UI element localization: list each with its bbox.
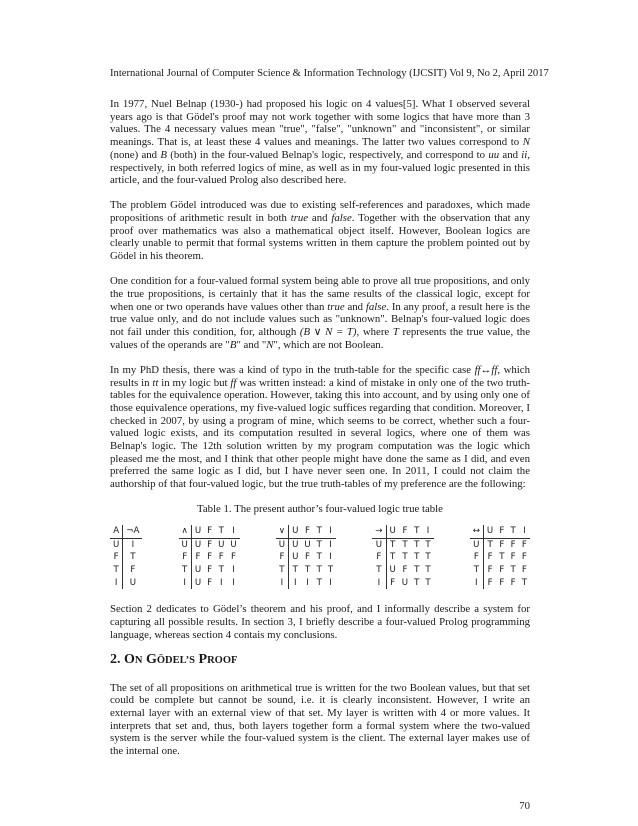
truth-table-cell: I bbox=[470, 577, 484, 590]
truth-table bbox=[179, 525, 240, 590]
truth-table-row bbox=[110, 525, 142, 538]
truth-table-cell: F bbox=[195, 552, 201, 563]
truth-table-row bbox=[179, 564, 240, 577]
text-run: " and " bbox=[236, 338, 267, 351]
truth-table-cell: T bbox=[470, 564, 484, 577]
truth-table-cell: T bbox=[414, 552, 420, 563]
paragraph-set-of-propositions: The set of all propositions on arithmetical true is written for the two Boolean values, but that set could be complete but cannot be sound, i.e. it is clearly inconsistent. However, I write an external layer with an external view of that set. My layer is written with 4 or more values. It interprets that set and, thus, both layers together form a formal system where the two-valued system is the server while the four-valued system is the client. The external layer makes use of the internal one. bbox=[110, 681, 530, 758]
truth-table-cell: F bbox=[487, 552, 493, 563]
symbol-n: N bbox=[266, 338, 274, 351]
truth-table-cell: F bbox=[276, 551, 289, 564]
text-run: was written instead: a kind of mistake in only one of the two truth-tables for the equivalence operation. However, taking this into account, and by using only one of those equivalence operations, my five-valued logic suffices regarding that condition. Moreover, I checked in 2007, by using a program of mine, which seems to be correct, whether such a four-valued logic exists, and its computation resulted in several logics, where one of them was Belnap's logic. The 12th solution written by my program computation was the logic which pleased me the most, and I think that other people might have done the same as I did, and even preferred the same logic as I did, but I have never seen one. In 2011, I could not claim the authorship of that four-valued logic, but the true truth-tables of my preference are the following: bbox=[110, 376, 530, 491]
text-run: The problem Gödel introduced was due to existing self-references and paradoxes, which made propositions of arithmetic result in both bbox=[110, 199, 530, 225]
paragraph-condition bbox=[110, 275, 530, 351]
truth-table-row bbox=[179, 551, 240, 564]
truth-table-row bbox=[179, 525, 240, 538]
truth-table-row bbox=[276, 525, 336, 538]
heading-letter: P bbox=[198, 651, 208, 667]
text-run: in my logic but bbox=[158, 376, 231, 389]
symbol-uu: uu bbox=[488, 148, 500, 161]
symbol-b: B bbox=[160, 148, 167, 161]
truth-table-row bbox=[372, 538, 433, 551]
truth-table-cell: T bbox=[316, 577, 322, 588]
truth-table-cell: T bbox=[414, 539, 420, 550]
truth-table-cell: ↔ bbox=[470, 525, 484, 538]
truth-table-cell: ∨ bbox=[276, 525, 289, 538]
truth-table-cell: U bbox=[194, 539, 202, 550]
formula: ff↔ff bbox=[474, 363, 498, 376]
truth-table-cell: F bbox=[521, 565, 527, 576]
truth-table-row bbox=[470, 551, 530, 564]
paragraph-belnap bbox=[110, 98, 530, 187]
truth-table-cell: U bbox=[194, 577, 202, 588]
truth-table-cell: F bbox=[499, 577, 505, 588]
paragraph-outline: Section 2 dedicates to Gödel’s theorem and his proof, and I informally describe a system for capturing all possible results. In section 3, I briefly describe a four-valued Prolog programming language, whereas section 4 contais my conclusions. bbox=[110, 603, 530, 641]
truth-table bbox=[276, 525, 336, 590]
truth-table-cell: T bbox=[316, 552, 322, 563]
text-run: In my PhD thesis, there was a kind of typo in the truth-table for the specific case bbox=[110, 363, 475, 376]
truth-table-cell: I bbox=[232, 565, 235, 576]
truth-table-cell: F bbox=[470, 551, 484, 564]
truth-table-cell: F bbox=[231, 552, 236, 563]
truth-table-cell: F bbox=[179, 551, 192, 564]
text-run: , respectively, in both referred logics of mine, as well as in my four-valued logic presented in this article, and the four-valued Prolog also described here. bbox=[110, 148, 530, 187]
truth-table-cell: I bbox=[276, 577, 289, 590]
text-run: , which results in bbox=[110, 363, 530, 389]
truth-table-cell: T bbox=[218, 565, 224, 576]
truth-table-cell: T bbox=[499, 552, 505, 563]
truth-table-cell: F bbox=[207, 539, 213, 550]
truth-table-cell: U bbox=[129, 577, 136, 588]
text-run: . In any proof, a result here is the true value only, and do not include values such as "unknown". Belnap's four-valued logic does not fail under this condition, for, although bbox=[110, 300, 530, 339]
truth-table-cell: T bbox=[179, 564, 192, 577]
truth-table-row bbox=[276, 538, 336, 551]
truth-table-cell: U bbox=[372, 538, 386, 551]
truth-table-cell: T bbox=[215, 525, 227, 538]
truth-table-cell: I bbox=[232, 577, 235, 588]
truth-table-cell: U bbox=[191, 525, 204, 538]
truth-table-cell: T bbox=[425, 565, 431, 576]
truth-table-cell: T bbox=[316, 565, 322, 576]
word-true: true bbox=[290, 212, 309, 225]
truth-table-row bbox=[110, 538, 142, 551]
truth-table-cell: I bbox=[372, 577, 386, 590]
truth-table-cell: T bbox=[110, 564, 123, 577]
truth-table-cell: U bbox=[292, 539, 299, 550]
truth-tables bbox=[110, 525, 530, 590]
truth-table-cell: T bbox=[276, 564, 289, 577]
text-run: and bbox=[344, 300, 366, 313]
truth-table-cell: T bbox=[130, 552, 136, 563]
heading-letter: O bbox=[124, 651, 135, 667]
truth-table-cell: I bbox=[227, 525, 239, 538]
truth-table-cell: F bbox=[130, 565, 136, 576]
truth-table-cell: T bbox=[425, 552, 431, 563]
truth-table-cell: I bbox=[179, 577, 192, 590]
section-heading bbox=[110, 651, 530, 668]
truth-table-cell: T bbox=[390, 552, 396, 563]
truth-table-cell: ¬A bbox=[123, 525, 143, 538]
heading-letter: G bbox=[145, 651, 157, 667]
truth-table-cell: T bbox=[402, 539, 408, 550]
truth-table-cell: U bbox=[289, 525, 302, 538]
truth-table-cell: I bbox=[110, 577, 123, 590]
symbol-ff: ff bbox=[230, 376, 237, 389]
text-run: (none) and bbox=[110, 148, 161, 161]
truth-table-cell: T bbox=[521, 577, 527, 588]
text-run: One condition for a four-valued formal system being able to prove all true propositions, and only the true propositions, is certainly that it has the same results of the classical logic, except for when one or two operands have values other than bbox=[110, 275, 530, 313]
symbol-tt: tt bbox=[152, 376, 159, 389]
truth-table-cell: T bbox=[510, 565, 516, 576]
article-body bbox=[110, 98, 530, 770]
truth-table-cell: F bbox=[521, 552, 527, 563]
truth-table-row bbox=[276, 551, 336, 564]
text-run: and bbox=[308, 212, 332, 225]
running-header: International Journal of Computer Science & Information Technology (IJCSIT) Vol 9, No 2, April 2017 bbox=[110, 68, 549, 79]
truth-table-cell: T bbox=[411, 525, 422, 538]
truth-table-cell: T bbox=[507, 525, 518, 538]
truth-table bbox=[372, 525, 433, 590]
truth-table-cell: U bbox=[230, 539, 237, 550]
truth-table-cell: T bbox=[316, 539, 322, 550]
truth-table-cell: I bbox=[329, 539, 332, 550]
heading-smallcaps: ÖDEL’S bbox=[156, 654, 196, 666]
truth-table-cell: T bbox=[304, 565, 311, 576]
text-run: , where bbox=[356, 326, 393, 339]
truth-table-cell: F bbox=[399, 525, 411, 538]
truth-table-cell: F bbox=[496, 525, 507, 538]
truth-table-cell: F bbox=[207, 577, 213, 588]
text-run: . Together with the observation that any proof over mathematics was also a mathematical object itself. However, Boolean logics are clearly unable to permit that formal systems written in them capture the problem pointed out by Gödel in his theorem. bbox=[110, 212, 530, 263]
truth-table-cell: F bbox=[510, 539, 516, 550]
word-false: false bbox=[331, 212, 352, 225]
truth-table-cell: F bbox=[521, 539, 527, 550]
truth-table-cell: I bbox=[422, 525, 433, 538]
truth-table-row bbox=[470, 538, 530, 551]
truth-table-cell: F bbox=[207, 565, 213, 576]
truth-table-cell: → bbox=[372, 525, 386, 538]
truth-table-row bbox=[110, 577, 142, 590]
text-run: and bbox=[499, 148, 522, 161]
text-run: In 1977, Nuel Belnap (1930-) had proposed his logic on 4 values[5]. What I observed several years ago is that Gödel's proof may not work together with some logics that have more than 3 values. The 4 necessary values mean "true", "false", "unknown" and "inconsistent", or similar meanings. That is, at least these 4 values and meanings. The latter two values correspond to bbox=[110, 98, 530, 149]
truth-table-cell: U bbox=[470, 538, 484, 551]
truth-table-cell: ∧ bbox=[179, 525, 192, 538]
truth-table-cell: T bbox=[314, 525, 325, 538]
truth-table-cell: T bbox=[425, 539, 431, 550]
truth-table-cell: U bbox=[304, 539, 311, 550]
paragraph-godel-problem bbox=[110, 199, 530, 263]
truth-table-cell: F bbox=[510, 577, 516, 588]
text-run: ", which are not Boolean. bbox=[273, 338, 384, 351]
truth-table-cell: T bbox=[327, 565, 334, 576]
truth-table-row bbox=[372, 551, 433, 564]
truth-table-cell: F bbox=[207, 552, 213, 563]
truth-table-cell: F bbox=[204, 525, 215, 538]
truth-table-cell: T bbox=[425, 577, 431, 588]
truth-table-cell: T bbox=[414, 577, 420, 588]
truth-table-cell: T bbox=[372, 564, 386, 577]
truth-table-row bbox=[470, 577, 530, 590]
heading-smallcaps: N bbox=[134, 654, 143, 666]
truth-table-cell: U bbox=[483, 525, 496, 538]
truth-table-cell: I bbox=[519, 525, 530, 538]
section-number: 2. bbox=[110, 651, 121, 667]
truth-table-cell: F bbox=[390, 577, 396, 588]
text-run: (both) in the four-valued Belnap's logic, respectively, and correspond to bbox=[166, 148, 489, 161]
truth-table-cell: T bbox=[292, 565, 298, 576]
truth-table-cell: U bbox=[194, 565, 202, 576]
truth-table-cell: T bbox=[414, 565, 420, 576]
truth-table-cell: F bbox=[402, 565, 408, 576]
truth-table-row bbox=[110, 564, 142, 577]
truth-table-cell: U bbox=[179, 538, 192, 551]
truth-table-cell: F bbox=[372, 551, 386, 564]
truth-table-cell: F bbox=[510, 552, 516, 563]
truth-table-cell: U bbox=[386, 525, 399, 538]
truth-table-cell: F bbox=[487, 577, 493, 588]
truth-table-cell: F bbox=[305, 552, 310, 563]
truth-table-cell: T bbox=[487, 539, 493, 550]
truth-table-row bbox=[372, 525, 433, 538]
word-false: false bbox=[365, 300, 387, 313]
truth-table-row bbox=[372, 577, 433, 590]
text-run: represents the true value, the values of the operands are " bbox=[110, 326, 530, 351]
truth-table-cell: T bbox=[390, 539, 396, 550]
truth-table-cell: U bbox=[389, 565, 396, 576]
symbol-b: B bbox=[229, 338, 237, 351]
truth-table-row bbox=[179, 538, 240, 551]
truth-table-cell: A bbox=[110, 525, 123, 538]
truth-table-cell: U bbox=[218, 539, 225, 550]
truth-table-row bbox=[179, 577, 240, 590]
truth-table-cell: T bbox=[402, 552, 408, 563]
truth-table-cell: F bbox=[218, 552, 224, 563]
symbol-t: T bbox=[392, 326, 399, 339]
word-true: true bbox=[327, 300, 345, 313]
symbol-ii: ii bbox=[521, 148, 528, 161]
truth-table-row bbox=[470, 564, 530, 577]
truth-table bbox=[110, 525, 142, 590]
truth-table-cell: I bbox=[325, 525, 336, 538]
truth-table-cell: I bbox=[329, 577, 332, 588]
truth-table-cell: U bbox=[110, 538, 123, 551]
paragraph-phd-thesis bbox=[110, 364, 530, 491]
truth-table-row bbox=[372, 564, 433, 577]
truth-table-cell: F bbox=[499, 565, 505, 576]
truth-table bbox=[470, 525, 530, 590]
heading-smallcaps: ROOF bbox=[207, 654, 238, 666]
truth-table-cell: U bbox=[292, 552, 299, 563]
truth-table-row bbox=[470, 525, 530, 538]
truth-table-row bbox=[110, 551, 142, 564]
truth-table-cell: F bbox=[301, 525, 313, 538]
truth-table-cell: I bbox=[131, 539, 135, 550]
formula: (B ∨ N = T) bbox=[299, 326, 357, 339]
page-number: 70 bbox=[519, 800, 530, 812]
table-caption: Table 1. The present author’s four-valued logic true table bbox=[197, 503, 443, 516]
truth-table-row bbox=[276, 564, 336, 577]
truth-table-cell: U bbox=[401, 577, 409, 588]
truth-table-cell: I bbox=[329, 552, 332, 563]
symbol-n: N bbox=[522, 136, 530, 149]
truth-table-cell: F bbox=[487, 565, 493, 576]
truth-table-row bbox=[276, 577, 336, 590]
truth-table-cell: U bbox=[276, 538, 289, 551]
truth-table-cell: I bbox=[306, 577, 309, 588]
truth-table-cell: F bbox=[499, 539, 505, 550]
truth-table-cell: I bbox=[293, 577, 297, 588]
truth-table-cell: I bbox=[219, 577, 223, 588]
truth-table-cell: F bbox=[110, 551, 123, 564]
